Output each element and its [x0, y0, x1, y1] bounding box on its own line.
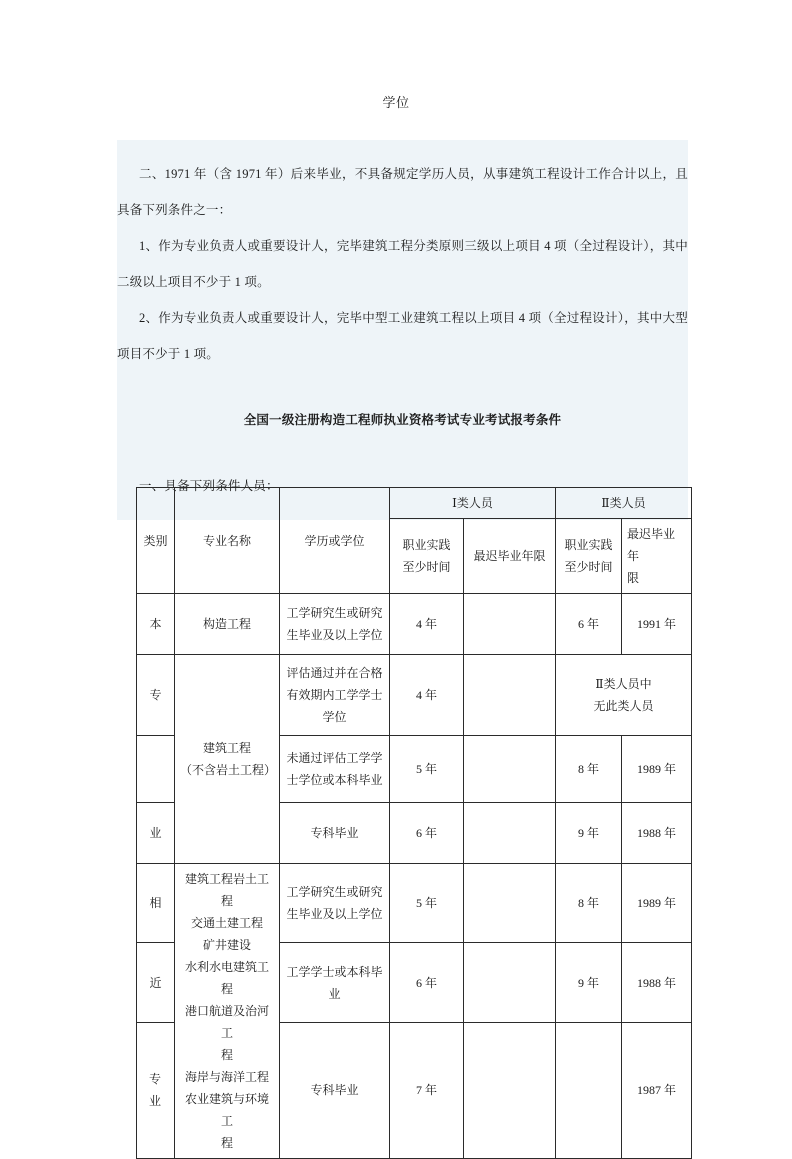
cell-category-zhuanye — [137, 1022, 175, 1158]
related-major-item: 程 — [220, 1048, 233, 1062]
table-row — [137, 864, 692, 943]
merged-note-line2: 无此类人员 — [593, 699, 654, 713]
cell-major-related-list — [175, 864, 280, 1159]
cell-g2-latest-grad: 1988 年 — [622, 803, 692, 864]
header-g2-latest-grad — [622, 519, 692, 594]
cell-g1-practice: 5 年 — [390, 864, 464, 943]
table-row — [137, 655, 692, 736]
prose-top-spacer — [117, 140, 688, 156]
degree-bachelor-line2: 业 — [328, 986, 341, 1001]
major-building-line2: （不含岩土工程） — [180, 763, 277, 777]
related-major-item: 建筑工程岩土工程 — [184, 872, 269, 908]
cell-g2-practice: 8 年 — [556, 864, 622, 943]
section-lead: 一、具备下列条件人员： — [139, 479, 279, 493]
degree-noeval-line2: 士学位或本科毕业 — [286, 773, 383, 787]
degree-noeval-line1: 未通过评估工学学 — [286, 751, 383, 765]
cell-degree-junior: 专科毕业 — [280, 1022, 390, 1158]
cell-g2-merged-note — [556, 655, 692, 736]
cell-g1-practice: 4 年 — [390, 594, 464, 655]
cell-degree-bachelor — [280, 943, 390, 1022]
cell-g1-latest-grad — [464, 864, 556, 943]
header-major-name: 专业名称 — [175, 488, 280, 594]
cell-g1-latest-grad — [464, 655, 556, 736]
table-header-row-1 — [137, 488, 692, 519]
related-major-item: 海岸与海洋工程 — [184, 1070, 269, 1084]
cell-g2-practice: 9 年 — [556, 803, 622, 864]
cell-g1-latest-grad — [464, 1022, 556, 1158]
header-g2-practice — [556, 519, 622, 594]
cell-g2-practice — [556, 1022, 622, 1158]
cell-category-zhuan: 专 — [137, 655, 175, 736]
cell-g2-latest-grad: 1988 年 — [622, 943, 692, 1022]
cell-g2-latest-grad: 1989 年 — [622, 736, 692, 803]
cell-g1-latest-grad — [464, 943, 556, 1022]
related-major-item: 矿井建设 — [202, 938, 251, 952]
category-char-zhuan: 专 — [148, 1072, 162, 1087]
degree-eval-line1: 评估通过并在合格 — [286, 666, 383, 680]
cell-g1-latest-grad — [464, 594, 556, 655]
prose-block — [117, 140, 688, 520]
cell-g2-practice: 6 年 — [556, 594, 622, 655]
related-major-item: 交通土建工程 — [190, 916, 263, 930]
related-major-item: 农业建筑与环境工 — [184, 1092, 269, 1128]
header-g2-practice-line1: 职业实践 — [564, 538, 613, 552]
header-g2-latest-grad-line2: 限 — [627, 571, 640, 585]
cell-degree-not-evaluated — [280, 736, 390, 803]
page-top-heading: 学位 — [382, 95, 410, 110]
cell-category-xiang: 相 — [137, 864, 175, 943]
cell-degree-graduate — [280, 594, 390, 655]
category-char-ye: 业 — [148, 1094, 162, 1109]
section-title: 全国一级注册构造工程师执业资格考试专业考试报考条件 — [243, 413, 562, 427]
cell-major-structural: 构造工程 — [175, 594, 280, 655]
related-major-item: 程 — [220, 1136, 233, 1150]
prose-mid-spacer — [117, 372, 688, 402]
paragraph-item-2-1: 1、作为专业负责人或重要设计人，完毕建筑工程分类原则三级以上项目 4 项（全过程设计），其中二级以上项目不少于 1 项。 — [117, 239, 688, 289]
header-g1-latest-grad: 最迟毕业年限 — [464, 519, 556, 594]
qualification-table-wrap — [136, 487, 677, 1159]
header-g1-practice — [390, 519, 464, 594]
cell-degree-graduate — [280, 864, 390, 943]
cell-g1-practice: 6 年 — [390, 803, 464, 864]
cell-g1-practice: 5 年 — [390, 736, 464, 803]
paragraph-item-2: 二、1971 年（含 1971 年）后来毕业，不具备规定学历人员，从事建筑工程设计工作合计以上，且具备下列条件之一： — [117, 167, 688, 217]
header-g2-practice-line2: 至少时间 — [564, 560, 613, 574]
cell-g2-latest-grad: 1987 年 — [622, 1022, 692, 1158]
table-body — [137, 594, 692, 1159]
merged-note-line1: Ⅱ类人员中 — [595, 677, 652, 691]
cell-major-building — [175, 655, 280, 864]
degree-grad-line1: 工学研究生或研究 — [286, 885, 383, 900]
cell-degree-evaluated — [280, 655, 390, 736]
degree-bachelor-line1: 工学学士或本科毕 — [286, 964, 383, 979]
major-building-line1: 建筑工程 — [202, 741, 251, 755]
related-major-item: 水利水电建筑工程 — [184, 960, 269, 996]
cell-category-ben: 本 — [137, 594, 175, 655]
paragraph-item-2-2: 2、作为专业负责人或重要设计人，完毕中型工业建筑工程以上项目 4 项（全过程设计），其中大型项目不少于 1 项。 — [117, 311, 688, 361]
header-group-1: Ⅰ类人员 — [390, 488, 556, 519]
cell-category-jin: 近 — [137, 943, 175, 1022]
degree-grad-line2: 生毕业及以上学位 — [286, 628, 383, 642]
header-category: 类别 — [137, 488, 175, 594]
related-major-item: 港口航道及治河工 — [184, 1004, 269, 1040]
header-g1-practice-line2: 至少时间 — [402, 560, 451, 574]
header-g2-latest-grad-line1: 最迟毕业年 — [627, 527, 676, 563]
table-row — [137, 594, 692, 655]
table-head — [137, 488, 692, 594]
cell-g2-latest-grad: 1989 年 — [622, 864, 692, 943]
qualification-table — [136, 487, 692, 1159]
degree-eval-line2: 有效期内工学学士 — [286, 688, 383, 702]
cell-g2-practice: 9 年 — [556, 943, 622, 1022]
cell-g1-latest-grad — [464, 803, 556, 864]
cell-g1-latest-grad — [464, 736, 556, 803]
header-degree: 学历或学位 — [280, 488, 390, 594]
prose-title-spacer — [117, 438, 688, 468]
cell-g1-practice: 6 年 — [390, 943, 464, 1022]
cell-g2-latest-grad: 1991 年 — [622, 594, 692, 655]
degree-eval-line3: 学位 — [322, 710, 347, 724]
header-group-2: Ⅱ类人员 — [556, 488, 692, 519]
degree-grad-line1: 工学研究生或研究 — [286, 606, 383, 620]
cell-category-empty — [137, 736, 175, 803]
cell-g1-practice: 7 年 — [390, 1022, 464, 1158]
cell-g2-practice: 8 年 — [556, 736, 622, 803]
degree-grad-line2: 生毕业及以上学位 — [286, 907, 383, 922]
cell-category-ye: 业 — [137, 803, 175, 864]
cell-degree-junior: 专科毕业 — [280, 803, 390, 864]
cell-g1-practice: 4 年 — [390, 655, 464, 736]
header-g1-practice-line1: 职业实践 — [402, 538, 451, 552]
